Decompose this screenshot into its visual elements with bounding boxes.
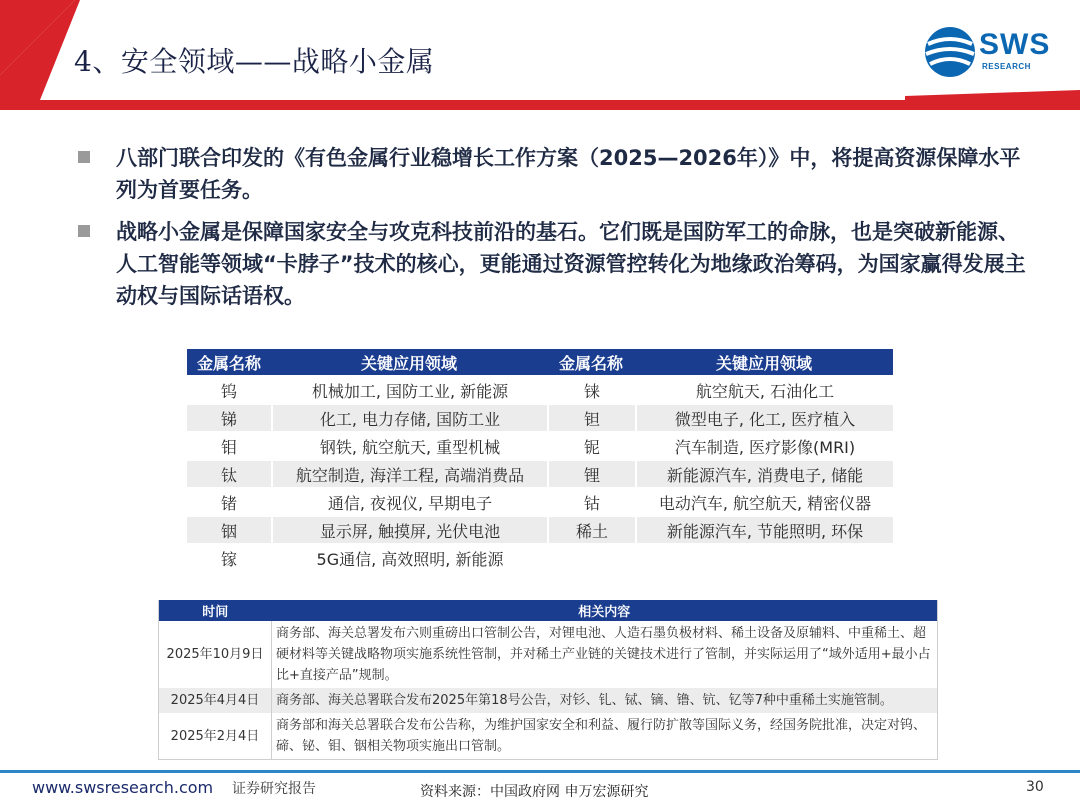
column-header: 关键应用领域 (271, 349, 547, 375)
table-row (187, 377, 893, 403)
content-cell: 商务部和海关总署联合发布公告称，为维护国家安全和利益、履行防扩散等国际义务，经国务院批准，决定对钨、碲、铋、钼、铟相关物项实施出口管制。 (272, 713, 938, 760)
table-row (187, 517, 893, 543)
metal-name-cell: 镓 (187, 545, 271, 571)
metal-name-cell: 钛 (187, 461, 271, 487)
export-control-policy-table (158, 600, 938, 760)
application-cell: 显示屏, 触摸屏, 光伏电池 (271, 517, 547, 543)
metal-name-cell: 钴 (547, 489, 635, 515)
application-cell: 通信, 夜视仪, 早期电子 (271, 489, 547, 515)
application-cell: 新能源汽车, 节能照明, 环保 (635, 517, 893, 543)
date-cell: 2025年2月4日 (159, 713, 272, 760)
column-header: 金属名称 (187, 349, 271, 375)
table-row (159, 621, 938, 688)
metal-name-cell: 锗 (187, 489, 271, 515)
date-cell: 2025年10月9日 (159, 621, 272, 688)
application-cell: 钢铁, 航空航天, 重型机械 (271, 433, 547, 459)
table-row (187, 461, 893, 487)
date-cell: 2025年4月4日 (159, 688, 272, 713)
metal-name-cell (547, 545, 635, 571)
application-cell: 汽车制造, 医疗影像(MRI) (635, 433, 893, 459)
application-cell: 5G通信, 高效照明, 新能源 (271, 545, 547, 571)
metal-name-cell: 钽 (547, 405, 635, 431)
content-cell: 商务部、海关总署发布六则重磅出口管制公告，对锂电池、人造石墨负极材料、稀土设备及原辅料、中重稀土、超硬材料等关键战略物项实施系统性管制，并对稀土产业链的关键技术进行了管制，并实际运用了“域外适用+最小占比+直接产品”规制。 (272, 621, 938, 688)
footer-source: 资料来源：中国政府网 申万宏源研究 (420, 784, 649, 800)
table-row (187, 405, 893, 431)
content-cell: 商务部、海关总署联合发布2025年第18号公告，对钐、钆、铽、镝、镥、钪、钇等7种中重稀土实施管制。 (272, 688, 938, 713)
bullet-text: 战略小金属是保障国家安全与攻克科技前沿的基石。它们既是国防军工的命脉，也是突破新能源、人工智能等领域“卡脖子”技术的核心，更能通过资源管控转化为地缘政治筹码，为国家赢得发展主动权与国际话语权。 (116, 220, 1026, 308)
application-cell: 微型电子, 化工, 医疗植入 (635, 405, 893, 431)
metal-name-cell: 铟 (187, 517, 271, 543)
application-cell: 航空航天, 石油化工 (635, 377, 893, 403)
application-cell: 航空制造, 海洋工程, 高端消费品 (271, 461, 547, 487)
table-row (187, 433, 893, 459)
application-cell (635, 545, 893, 571)
column-header: 时间 (159, 600, 272, 621)
page-title: 4、安全领域——战略小金属 (74, 45, 435, 78)
column-header: 金属名称 (547, 349, 635, 375)
bullet-square-icon (78, 151, 90, 163)
application-cell: 机械加工, 国防工业, 新能源 (271, 377, 547, 403)
table-header-row (187, 349, 893, 375)
table-header-row (159, 600, 938, 621)
metal-name-cell: 钨 (187, 377, 271, 403)
metal-name-cell: 铌 (547, 433, 635, 459)
table-row (187, 489, 893, 515)
metal-name-cell: 锑 (187, 405, 271, 431)
metal-name-cell: 钼 (187, 433, 271, 459)
footer-report-label: 证券研究报告 (232, 781, 316, 797)
footer-divider (0, 770, 1080, 773)
table-row (187, 545, 893, 571)
logo-subtext: RESEARCH (982, 62, 1031, 71)
metal-name-cell: 铼 (547, 377, 635, 403)
column-header: 相关内容 (272, 600, 938, 621)
application-cell: 化工, 电力存储, 国防工业 (271, 405, 547, 431)
page-number: 30 (1026, 779, 1044, 795)
logo-text: SWS (979, 28, 1051, 61)
table-row (159, 688, 938, 713)
metal-name-cell: 锂 (547, 461, 635, 487)
application-cell: 新能源汽车, 消费电子, 储能 (635, 461, 893, 487)
application-cell: 电动汽车, 航空航天, 精密仪器 (635, 489, 893, 515)
table-row (159, 713, 938, 760)
bullet-square-icon (78, 225, 90, 237)
metal-applications-table (187, 347, 893, 573)
bullet-text: 八部门联合印发的《有色金属行业稳增长工作方案（2025—2026年）》中，将提高资源保障水平列为首要任务。 (116, 146, 1021, 202)
footer-url-link[interactable]: www.swsresearch.com (32, 778, 214, 797)
metal-name-cell: 稀土 (547, 517, 635, 543)
column-header: 关键应用领域 (635, 349, 893, 375)
